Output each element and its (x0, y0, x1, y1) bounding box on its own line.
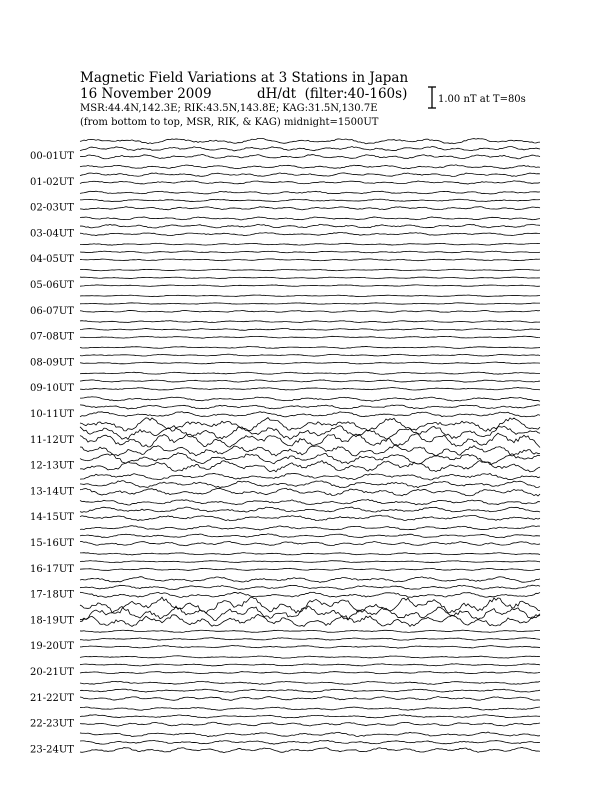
trace-kag (80, 671, 540, 673)
trace-kag (80, 592, 540, 597)
trace-msr (80, 577, 540, 583)
trace-kag (80, 362, 540, 364)
hour-label: 11-12UT (30, 434, 74, 446)
trace-msr (80, 243, 540, 245)
trace-rik (80, 405, 540, 409)
stations-label: MSR:44.4N,142.3E; RIK:43.5N,143.8E; KAG:31.5N,130.7E (80, 103, 378, 114)
hour-label-group (30, 151, 74, 755)
trace-msr (80, 138, 540, 143)
hour-label: 06-07UT (30, 305, 74, 317)
hour-label: 05-06UT (30, 280, 74, 291)
trace-kag (80, 433, 540, 447)
trace-rik (80, 453, 540, 465)
trace-msr (80, 295, 540, 297)
trace-rik (80, 664, 540, 666)
trace-msr (80, 191, 540, 194)
hour-label: 07-08UT (30, 331, 74, 343)
hour-label: 00-01UT (30, 151, 74, 162)
trace-kag (80, 722, 540, 726)
trace-msr (80, 499, 540, 505)
trace-msr (80, 732, 540, 737)
trace-msr (80, 597, 540, 613)
trace-msr (80, 372, 540, 374)
trace-msr (80, 553, 540, 555)
hour-label: 19-20UT (30, 641, 74, 653)
trace-kag (80, 515, 540, 521)
trace-rik (80, 173, 540, 177)
trace-rik (80, 561, 540, 563)
quantity-label: dH/dt (257, 86, 297, 102)
trace-msr (80, 656, 540, 658)
trace-kag (80, 541, 540, 545)
trace-rik (80, 251, 540, 253)
trace-kag (80, 259, 540, 261)
trace-kag (80, 181, 540, 184)
trace-msr (80, 217, 540, 220)
trace-msr (80, 707, 540, 710)
trace-kag (80, 285, 540, 287)
trace-kag (80, 697, 540, 701)
date-label: 16 November 2009 (80, 86, 212, 102)
hour-label: 15-16UT (30, 538, 74, 549)
trace-msr (80, 681, 540, 684)
trace-rik (80, 638, 540, 640)
trace-msr (80, 473, 540, 480)
trace-kag (80, 154, 540, 158)
hour-label: 20-21UT (30, 667, 74, 678)
scale-label: 1.00 nT at T=80s (438, 94, 526, 105)
trace-msr (80, 321, 540, 323)
trace-rik (80, 303, 540, 304)
trace-msr (80, 165, 540, 169)
trace-msr (80, 630, 540, 632)
trace-kag (80, 412, 540, 417)
trace-rik (80, 507, 540, 512)
hour-label: 04-05UT (30, 254, 74, 266)
hour-label: 22-23UT (30, 718, 74, 730)
trace-rik (80, 380, 540, 382)
trace-kag (80, 387, 540, 390)
scale-bar (428, 87, 436, 108)
hour-label: 02-03UT (30, 202, 74, 214)
filter-label: (filter:40-160s) (304, 86, 408, 102)
trace-msr (80, 346, 540, 348)
hour-label: 03-04UT (30, 228, 74, 240)
hour-label: 23-24UT (30, 744, 74, 756)
trace-rik (80, 199, 540, 201)
hour-label: 14-15UT (30, 512, 74, 524)
hour-label: 01-02UT (30, 176, 74, 188)
trace-rik (80, 585, 540, 589)
trace-rik (80, 740, 540, 744)
trace-kag (80, 488, 540, 496)
chart-title: Magnetic Field Variations at 3 Stations in Japan (80, 70, 409, 86)
trace-msr (80, 418, 540, 432)
trace-kag (80, 461, 540, 472)
trace-group (80, 138, 540, 752)
hour-label: 13-14UT (30, 486, 74, 498)
trace-kag (80, 568, 540, 570)
hour-label: 10-11UT (30, 409, 74, 420)
trace-msr (80, 397, 540, 401)
trace-kag (80, 232, 540, 235)
hour-label: 17-18UT (30, 589, 74, 601)
hour-label: 18-19UT (30, 615, 74, 627)
trace-rik (80, 481, 540, 488)
hour-label: 08-09UT (30, 357, 74, 369)
trace-rik (80, 426, 540, 440)
trace-kag (80, 747, 540, 752)
trace-rik (80, 146, 540, 150)
order-note: (from bottom to top, MSR, RIK, & KAG) midnight=1500UT (80, 117, 379, 128)
hour-label: 12-13UT (30, 460, 74, 472)
trace-rik (80, 689, 540, 692)
trace-rik (80, 534, 540, 538)
trace-msr (80, 526, 540, 530)
trace-kag (80, 646, 540, 649)
hour-label: 16-17UT (30, 563, 74, 575)
trace-rik (80, 715, 540, 718)
trace-kag (80, 310, 540, 312)
trace-kag (80, 207, 540, 210)
trace-rik (80, 328, 540, 330)
trace-rik (80, 277, 540, 278)
trace-msr (80, 269, 540, 271)
hour-label: 09-10UT (30, 383, 74, 395)
trace-rik (80, 224, 540, 228)
hour-label: 21-22UT (30, 692, 74, 704)
trace-rik (80, 354, 540, 356)
trace-kag (80, 336, 540, 338)
